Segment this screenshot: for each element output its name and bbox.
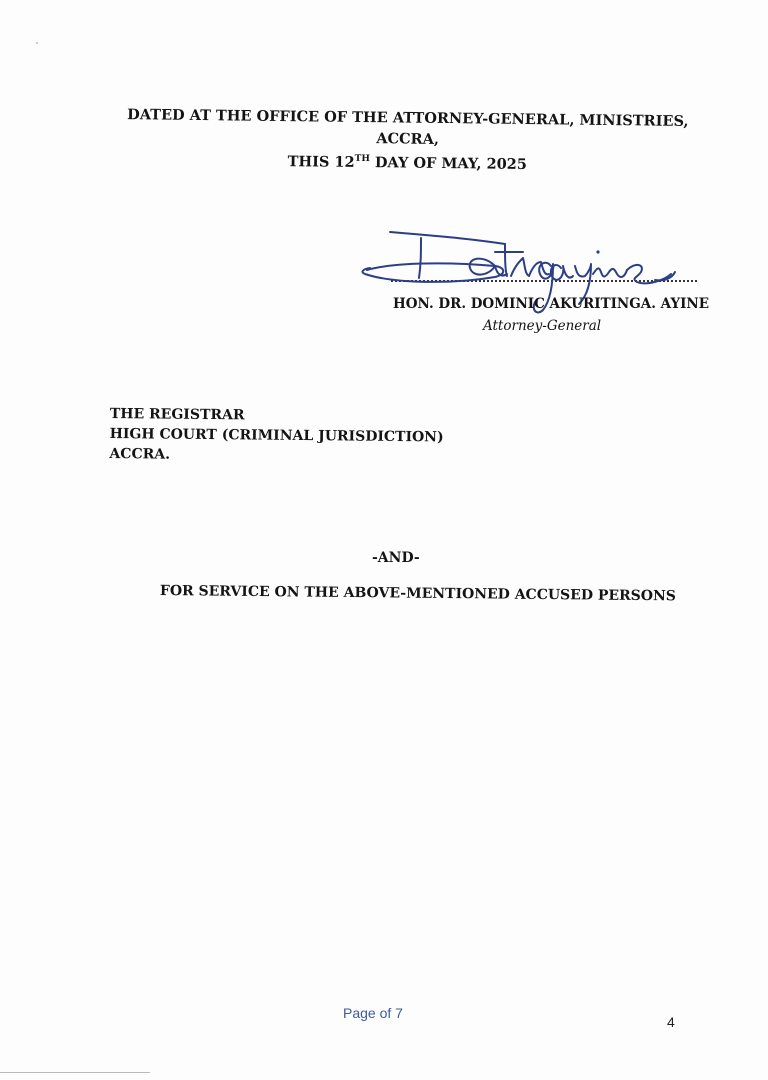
addressee-line-2: HIGH COURT (CRIMINAL JURISDICTION) (109, 425, 444, 446)
signature-block (355, 222, 710, 342)
scan-speck (36, 42, 38, 44)
signatory-title: Attorney-General (483, 318, 602, 334)
service-line: FOR SERVICE ON THE ABOVE-MENTIONED ACCUSED PERSONS (159, 583, 677, 605)
scan-edge-line (0, 1072, 150, 1073)
handwritten-signature (355, 222, 710, 332)
signatory-name: HON. DR. DOMINIC AKURITINGA. AYINE (393, 296, 710, 312)
dated-statement (117, 104, 698, 177)
page-number: 4 (667, 1014, 675, 1030)
conjunction: -AND- (372, 550, 420, 566)
footer-page-of: Page of 7 (343, 1005, 403, 1021)
dated-line-2: THIS 12TH DAY OF MAY, 2025 (287, 153, 528, 173)
addressee-line-3: ACCRA. (109, 445, 171, 463)
addressee-block (109, 404, 444, 467)
addressee-line-1: THE REGISTRAR (109, 405, 245, 424)
signature-dot (596, 250, 599, 253)
dated-line-1: DATED AT THE OFFICE OF THE ATTORNEY-GENERAL, MINISTRIES, ACCRA, (127, 106, 689, 148)
